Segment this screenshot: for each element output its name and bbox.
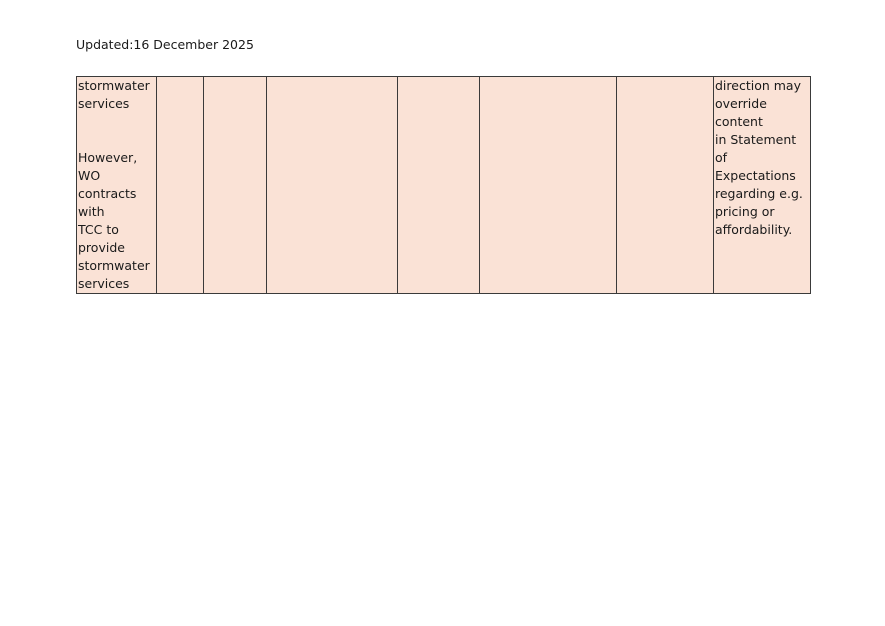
table-cell [157,77,204,294]
table-row [77,77,811,294]
table-cell [398,77,480,294]
continuation-table [76,76,811,294]
table-cell [204,77,267,294]
table-cell [617,77,714,294]
table-cell [480,77,617,294]
table-cell [267,77,398,294]
cell-text: direction may override content in Statement of Expectations regarding e.g. pricing or affordability. [715,78,803,237]
table-cell [77,77,157,294]
cell-text: stormwater services However, WO contracts with TCC to provide stormwater services [78,78,150,291]
table-cell [714,77,811,294]
updated-date: Updated:16 December 2025 [76,37,254,52]
